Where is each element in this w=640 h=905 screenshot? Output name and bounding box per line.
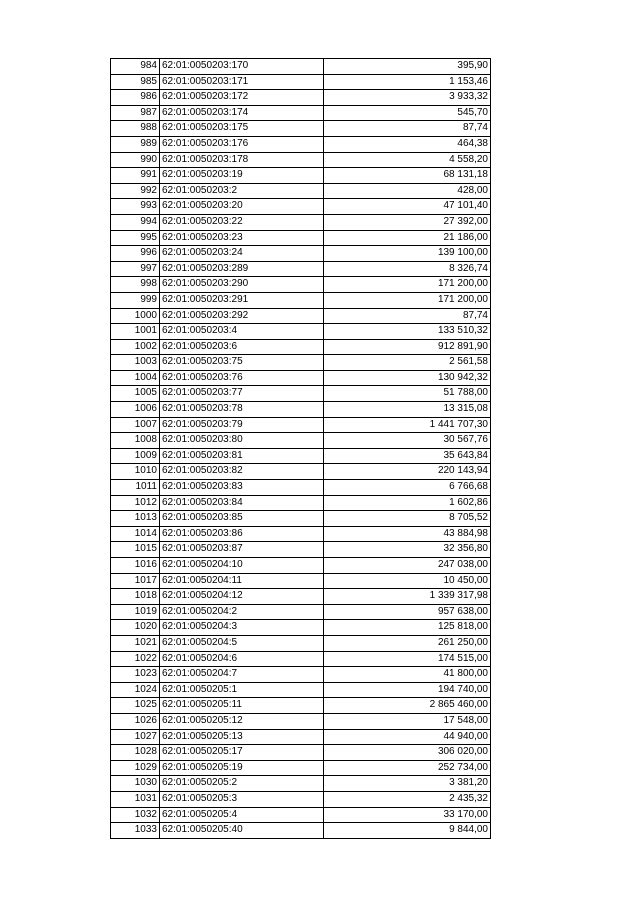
value-cell: 194 740,00 bbox=[324, 682, 491, 698]
value-cell: 30 567,76 bbox=[324, 433, 491, 449]
cadastral-number-cell: 62:01:0050203:291 bbox=[160, 292, 324, 308]
row-number-cell: 1020 bbox=[111, 620, 160, 636]
value-cell: 1 153,46 bbox=[324, 74, 491, 90]
cadastral-number-cell: 62:01:0050203:4 bbox=[160, 324, 324, 340]
table-row bbox=[111, 136, 491, 152]
value-cell: 9 844,00 bbox=[324, 823, 491, 839]
value-cell: 912 891,90 bbox=[324, 339, 491, 355]
row-number-cell: 1002 bbox=[111, 339, 160, 355]
row-number-cell: 1014 bbox=[111, 526, 160, 542]
row-number-cell: 984 bbox=[111, 59, 160, 75]
value-cell: 3 381,20 bbox=[324, 776, 491, 792]
value-cell: 1 339 317,98 bbox=[324, 589, 491, 605]
value-cell: 247 038,00 bbox=[324, 558, 491, 574]
cadastral-number-cell: 62:01:0050205:4 bbox=[160, 807, 324, 823]
row-number-cell: 995 bbox=[111, 230, 160, 246]
cadastral-number-cell: 62:01:0050203:176 bbox=[160, 136, 324, 152]
cadastral-number-cell: 62:01:0050203:170 bbox=[160, 59, 324, 75]
value-cell: 133 510,32 bbox=[324, 324, 491, 340]
table-row bbox=[111, 324, 491, 340]
cadastral-number-cell: 62:01:0050203:289 bbox=[160, 261, 324, 277]
cadastral-number-cell: 62:01:0050205:12 bbox=[160, 713, 324, 729]
cadastral-number-cell: 62:01:0050203:75 bbox=[160, 355, 324, 371]
cadastral-number-cell: 62:01:0050203:178 bbox=[160, 152, 324, 168]
row-number-cell: 1010 bbox=[111, 464, 160, 480]
cadastral-number-cell: 62:01:0050203:22 bbox=[160, 214, 324, 230]
row-number-cell: 1027 bbox=[111, 729, 160, 745]
table-row bbox=[111, 339, 491, 355]
row-number-cell: 1015 bbox=[111, 542, 160, 558]
table-row bbox=[111, 448, 491, 464]
table-row bbox=[111, 59, 491, 75]
table-row bbox=[111, 573, 491, 589]
value-cell: 6 766,68 bbox=[324, 480, 491, 496]
cadastral-number-cell: 62:01:0050203:76 bbox=[160, 370, 324, 386]
table-row bbox=[111, 589, 491, 605]
row-number-cell: 993 bbox=[111, 199, 160, 215]
table-row bbox=[111, 651, 491, 667]
value-cell: 41 800,00 bbox=[324, 667, 491, 683]
value-cell: 2 435,32 bbox=[324, 791, 491, 807]
value-cell: 1 441 707,30 bbox=[324, 417, 491, 433]
value-cell: 130 942,32 bbox=[324, 370, 491, 386]
row-number-cell: 1032 bbox=[111, 807, 160, 823]
table-row bbox=[111, 682, 491, 698]
cadastral-number-cell: 62:01:0050203:84 bbox=[160, 495, 324, 511]
value-cell: 87,74 bbox=[324, 308, 491, 324]
row-number-cell: 991 bbox=[111, 168, 160, 184]
row-number-cell: 1030 bbox=[111, 776, 160, 792]
cadastral-number-cell: 62:01:0050203:78 bbox=[160, 402, 324, 418]
table-row bbox=[111, 74, 491, 90]
table-row bbox=[111, 604, 491, 620]
value-cell: 13 315,08 bbox=[324, 402, 491, 418]
cadastral-number-cell: 62:01:0050203:175 bbox=[160, 121, 324, 137]
row-number-cell: 1001 bbox=[111, 324, 160, 340]
row-number-cell: 1022 bbox=[111, 651, 160, 667]
cadastral-number-cell: 62:01:0050205:1 bbox=[160, 682, 324, 698]
value-cell: 8 326,74 bbox=[324, 261, 491, 277]
row-number-cell: 1025 bbox=[111, 698, 160, 714]
value-cell: 32 356,80 bbox=[324, 542, 491, 558]
row-number-cell: 1031 bbox=[111, 791, 160, 807]
table-row bbox=[111, 542, 491, 558]
row-number-cell: 1005 bbox=[111, 386, 160, 402]
cadastral-number-cell: 62:01:0050204:12 bbox=[160, 589, 324, 605]
table-row bbox=[111, 620, 491, 636]
table-row bbox=[111, 230, 491, 246]
table-row bbox=[111, 370, 491, 386]
cadastral-number-cell: 62:01:0050203:81 bbox=[160, 448, 324, 464]
cadastral-number-cell: 62:01:0050203:290 bbox=[160, 277, 324, 293]
row-number-cell: 1016 bbox=[111, 558, 160, 574]
cadastral-number-cell: 62:01:0050203:86 bbox=[160, 526, 324, 542]
cadastral-number-cell: 62:01:0050205:2 bbox=[160, 776, 324, 792]
cadastral-number-cell: 62:01:0050203:6 bbox=[160, 339, 324, 355]
cadastral-number-cell: 62:01:0050203:24 bbox=[160, 246, 324, 262]
row-number-cell: 1017 bbox=[111, 573, 160, 589]
value-cell: 17 548,00 bbox=[324, 713, 491, 729]
row-number-cell: 1000 bbox=[111, 308, 160, 324]
row-number-cell: 1007 bbox=[111, 417, 160, 433]
table-row bbox=[111, 246, 491, 262]
table-row bbox=[111, 760, 491, 776]
row-number-cell: 1021 bbox=[111, 635, 160, 651]
row-number-cell: 1008 bbox=[111, 433, 160, 449]
table-row bbox=[111, 261, 491, 277]
row-number-cell: 997 bbox=[111, 261, 160, 277]
cadastral-number-cell: 62:01:0050204:2 bbox=[160, 604, 324, 620]
table-row bbox=[111, 355, 491, 371]
row-number-cell: 1011 bbox=[111, 480, 160, 496]
row-number-cell: 1026 bbox=[111, 713, 160, 729]
row-number-cell: 1028 bbox=[111, 745, 160, 761]
value-cell: 87,74 bbox=[324, 121, 491, 137]
row-number-cell: 989 bbox=[111, 136, 160, 152]
cadastral-number-cell: 62:01:0050203:83 bbox=[160, 480, 324, 496]
cadastral-number-cell: 62:01:0050205:3 bbox=[160, 791, 324, 807]
cadastral-number-cell: 62:01:0050203:85 bbox=[160, 511, 324, 527]
cadastral-number-cell: 62:01:0050203:19 bbox=[160, 168, 324, 184]
table-row bbox=[111, 183, 491, 199]
table-row bbox=[111, 433, 491, 449]
table-row bbox=[111, 308, 491, 324]
row-number-cell: 1029 bbox=[111, 760, 160, 776]
table-row bbox=[111, 199, 491, 215]
cadastral-number-cell: 62:01:0050203:2 bbox=[160, 183, 324, 199]
cadastral-number-cell: 62:01:0050205:17 bbox=[160, 745, 324, 761]
cadastral-number-cell: 62:01:0050203:79 bbox=[160, 417, 324, 433]
value-cell: 306 020,00 bbox=[324, 745, 491, 761]
cadastral-number-cell: 62:01:0050204:6 bbox=[160, 651, 324, 667]
value-cell: 1 602,86 bbox=[324, 495, 491, 511]
row-number-cell: 1003 bbox=[111, 355, 160, 371]
table-row bbox=[111, 464, 491, 480]
cadastral-number-cell: 62:01:0050204:10 bbox=[160, 558, 324, 574]
row-number-cell: 1013 bbox=[111, 511, 160, 527]
value-cell: 2 865 460,00 bbox=[324, 698, 491, 714]
table-row bbox=[111, 635, 491, 651]
value-cell: 47 101,40 bbox=[324, 199, 491, 215]
table-row bbox=[111, 667, 491, 683]
cadastral-number-cell: 62:01:0050204:11 bbox=[160, 573, 324, 589]
cadastral-number-cell: 62:01:0050203:171 bbox=[160, 74, 324, 90]
cadastral-number-cell: 62:01:0050203:87 bbox=[160, 542, 324, 558]
value-cell: 428,00 bbox=[324, 183, 491, 199]
table-row bbox=[111, 558, 491, 574]
value-cell: 35 643,84 bbox=[324, 448, 491, 464]
table-row bbox=[111, 698, 491, 714]
cadastral-number-cell: 62:01:0050204:7 bbox=[160, 667, 324, 683]
row-number-cell: 994 bbox=[111, 214, 160, 230]
row-number-cell: 1012 bbox=[111, 495, 160, 511]
table-row bbox=[111, 168, 491, 184]
row-number-cell: 988 bbox=[111, 121, 160, 137]
cadastral-number-cell: 62:01:0050203:82 bbox=[160, 464, 324, 480]
row-number-cell: 1009 bbox=[111, 448, 160, 464]
value-cell: 2 561,58 bbox=[324, 355, 491, 371]
table-row bbox=[111, 729, 491, 745]
table-row bbox=[111, 105, 491, 121]
cadastral-number-cell: 62:01:0050205:40 bbox=[160, 823, 324, 839]
value-cell: 171 200,00 bbox=[324, 277, 491, 293]
cadastral-number-cell: 62:01:0050204:5 bbox=[160, 635, 324, 651]
cadastral-number-cell: 62:01:0050205:11 bbox=[160, 698, 324, 714]
value-cell: 8 705,52 bbox=[324, 511, 491, 527]
table-body bbox=[111, 59, 491, 839]
table-row bbox=[111, 121, 491, 137]
table-row bbox=[111, 823, 491, 839]
row-number-cell: 1023 bbox=[111, 667, 160, 683]
row-number-cell: 985 bbox=[111, 74, 160, 90]
value-cell: 125 818,00 bbox=[324, 620, 491, 636]
row-number-cell: 1033 bbox=[111, 823, 160, 839]
row-number-cell: 986 bbox=[111, 90, 160, 106]
cadastral-number-cell: 62:01:0050203:292 bbox=[160, 308, 324, 324]
value-cell: 43 884,98 bbox=[324, 526, 491, 542]
table-row bbox=[111, 713, 491, 729]
value-cell: 33 170,00 bbox=[324, 807, 491, 823]
value-cell: 171 200,00 bbox=[324, 292, 491, 308]
table-row bbox=[111, 152, 491, 168]
row-number-cell: 999 bbox=[111, 292, 160, 308]
cadastral-value-table bbox=[110, 58, 491, 839]
table-row bbox=[111, 402, 491, 418]
value-cell: 139 100,00 bbox=[324, 246, 491, 262]
row-number-cell: 1004 bbox=[111, 370, 160, 386]
value-cell: 220 143,94 bbox=[324, 464, 491, 480]
table-row bbox=[111, 511, 491, 527]
value-cell: 68 131,18 bbox=[324, 168, 491, 184]
cadastral-number-cell: 62:01:0050203:174 bbox=[160, 105, 324, 121]
row-number-cell: 1018 bbox=[111, 589, 160, 605]
value-cell: 261 250,00 bbox=[324, 635, 491, 651]
row-number-cell: 987 bbox=[111, 105, 160, 121]
table-row bbox=[111, 386, 491, 402]
table-row bbox=[111, 417, 491, 433]
table-row bbox=[111, 495, 491, 511]
value-cell: 395,90 bbox=[324, 59, 491, 75]
row-number-cell: 990 bbox=[111, 152, 160, 168]
cadastral-number-cell: 62:01:0050205:13 bbox=[160, 729, 324, 745]
value-cell: 21 186,00 bbox=[324, 230, 491, 246]
cadastral-number-cell: 62:01:0050203:80 bbox=[160, 433, 324, 449]
value-cell: 957 638,00 bbox=[324, 604, 491, 620]
table-row bbox=[111, 745, 491, 761]
table-row bbox=[111, 807, 491, 823]
table-row bbox=[111, 791, 491, 807]
table-row bbox=[111, 292, 491, 308]
cadastral-number-cell: 62:01:0050203:23 bbox=[160, 230, 324, 246]
row-number-cell: 998 bbox=[111, 277, 160, 293]
value-cell: 545,70 bbox=[324, 105, 491, 121]
value-cell: 464,38 bbox=[324, 136, 491, 152]
value-cell: 252 734,00 bbox=[324, 760, 491, 776]
cadastral-number-cell: 62:01:0050203:20 bbox=[160, 199, 324, 215]
cadastral-number-cell: 62:01:0050205:19 bbox=[160, 760, 324, 776]
value-cell: 27 392,00 bbox=[324, 214, 491, 230]
value-cell: 174 515,00 bbox=[324, 651, 491, 667]
value-cell: 44 940,00 bbox=[324, 729, 491, 745]
cadastral-number-cell: 62:01:0050203:172 bbox=[160, 90, 324, 106]
cadastral-number-cell: 62:01:0050204:3 bbox=[160, 620, 324, 636]
value-cell: 51 788,00 bbox=[324, 386, 491, 402]
table-row bbox=[111, 214, 491, 230]
row-number-cell: 992 bbox=[111, 183, 160, 199]
cadastral-number-cell: 62:01:0050203:77 bbox=[160, 386, 324, 402]
table-row bbox=[111, 776, 491, 792]
value-cell: 3 933,32 bbox=[324, 90, 491, 106]
row-number-cell: 996 bbox=[111, 246, 160, 262]
value-cell: 4 558,20 bbox=[324, 152, 491, 168]
table-row bbox=[111, 526, 491, 542]
table-row bbox=[111, 480, 491, 496]
table-row bbox=[111, 277, 491, 293]
row-number-cell: 1024 bbox=[111, 682, 160, 698]
row-number-cell: 1019 bbox=[111, 604, 160, 620]
row-number-cell: 1006 bbox=[111, 402, 160, 418]
value-cell: 10 450,00 bbox=[324, 573, 491, 589]
table-row bbox=[111, 90, 491, 106]
